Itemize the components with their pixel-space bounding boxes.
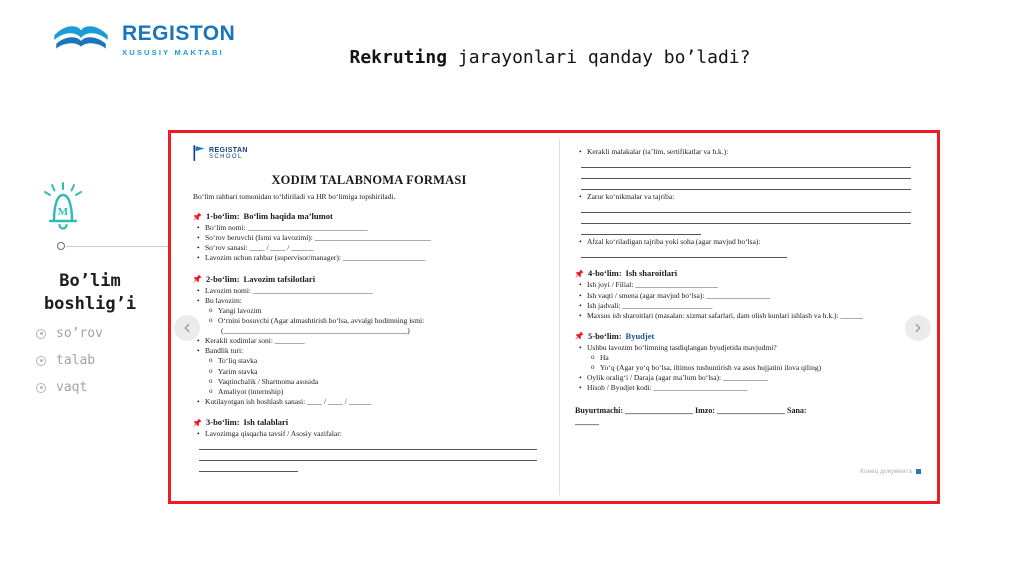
doc-title: XODIM TALABNOMA FORMASI [271, 173, 467, 187]
form-field [193, 296, 545, 337]
ring-bullet-icon [36, 356, 46, 366]
form-field: • Lavozim uchun rahbar (supervisor/manager): ______________________ [193, 253, 545, 263]
section-name: Ish sharoitlari [625, 268, 678, 279]
connector-line [66, 246, 168, 247]
question-list [575, 147, 919, 157]
signature-line: Buyurtmachi: _________________ Imzo: _________________ Sana: [575, 405, 807, 415]
form-field: • Kerakli xodimlar soni: ________ [193, 336, 545, 346]
ring-bullet-icon [36, 329, 46, 339]
sub-options [587, 353, 919, 373]
form-field: • Bo‘lim nomi: ________________________________ [193, 223, 545, 233]
form-field: • Oylik oralig‘i / Daraja (agar ma’lum bo‘lsa): ____________ [575, 373, 919, 383]
field-label: Ushbu lavozim bo‘limning tasdiqlangan byudjetida mavjudmi? [587, 342, 777, 352]
form-field: • Kutilayotgan ish boshlash sanasi: ____ / ____ / ______ [193, 397, 545, 407]
blank-line [581, 224, 701, 235]
section-3-header [193, 417, 545, 427]
section-2-header [193, 274, 545, 284]
chevron-left-icon: ‹ [183, 314, 191, 339]
sub-options [205, 356, 545, 397]
svg-text:M: M [57, 206, 69, 218]
page-divider [559, 139, 560, 495]
blank-line [581, 213, 911, 224]
section-2-fields [193, 286, 545, 408]
question-list [575, 192, 919, 202]
blank-line [199, 461, 298, 472]
slide-title-rest: jarayonlari qanday bo’ladi? [447, 47, 751, 68]
pushpin-icon [575, 331, 584, 340]
option: o O‘rnini bosuvchi (Agar almashtirish bo‘lsa, avvalgi hodimning ismi: [205, 316, 545, 326]
document-preview [168, 130, 940, 504]
form-field: • Ish joyi / Filial: ______________________ [575, 280, 919, 290]
left-panel-heading [8, 270, 172, 316]
form-field: • Ish vaqti / smena (agar mavjud bo‘lsa): _________________ [575, 291, 919, 301]
option: o Vaqtinchalik / Shartnoma asosida [205, 377, 545, 387]
signature-line-2: ______ [575, 416, 599, 426]
brand-tagline: XUSUSIY MAKTABI [122, 47, 224, 57]
form-field: • Lavozim nomi: ________________________________ [193, 286, 545, 296]
registon-book-icon [50, 20, 112, 60]
chevron-right-icon: › [914, 314, 922, 339]
option: o Yangi lavozim [205, 306, 545, 316]
blank-line [581, 247, 787, 258]
option: o Ha [587, 353, 919, 363]
section-5-fields [575, 343, 919, 394]
doc-left-column [193, 145, 545, 472]
list-item [36, 353, 103, 368]
option: o Yarim stavka [205, 367, 545, 377]
section-number: 3-bo‘lim: [206, 417, 240, 427]
section-number: 5-bo‘lim: [588, 330, 622, 341]
form-field: • Hisob / Byudjet kodi: _________________________ [575, 383, 919, 393]
blank-line [199, 439, 537, 450]
section-4-fields [575, 280, 919, 321]
section-name: Lavozim tafsilotlari [243, 273, 316, 284]
ring-bullet-icon [36, 383, 46, 393]
list-item-label: vaqt [56, 380, 88, 395]
list-item-label: so’rov [56, 326, 103, 341]
connector-dot [57, 242, 65, 250]
section-1-fields [193, 223, 545, 264]
section-number: 4-bo‘lim: [588, 268, 622, 279]
end-square-icon [916, 469, 921, 474]
heading-line2: boshlig’i [43, 293, 137, 314]
section-number: 2-bo‘lim: [206, 273, 240, 284]
section-1-header [193, 211, 545, 221]
form-field: • So‘rov sanasi: ____ / ____ / ______ [193, 243, 545, 253]
slide-title [250, 47, 850, 68]
form-field [575, 343, 919, 373]
blank-line [581, 202, 911, 213]
blank-entry: (_________________________________________________) [221, 326, 410, 335]
left-panel-list [36, 326, 103, 407]
form-field: • So‘rov beruvchi (Ismi va lavozimi): _______________________________ [193, 233, 545, 243]
pushpin-icon [193, 274, 202, 283]
section-5-header [575, 331, 919, 341]
doc-subtitle: Bo‘lim rahbari tomonidan to‘ldiriladi va HR bo‘limiga topshiriladi. [193, 192, 396, 201]
end-of-document-note [860, 468, 921, 475]
form-field [193, 346, 545, 397]
blank-line [581, 179, 911, 190]
blank-line [581, 157, 911, 168]
section-name: Byudjet [625, 330, 655, 341]
list-item-label: talab [56, 353, 96, 368]
section-4-header [575, 268, 919, 278]
field-label: Bu lavozim: [205, 295, 242, 305]
slide-title-keyword: Rekruting [349, 47, 448, 68]
form-field: • Kerakli malakalar (ta’lim, sertifikatlar va h.k.): [575, 147, 919, 157]
list-item [36, 380, 103, 395]
form-field: • Maxsus ish sharoitlari (masalan: xizmat safarlari, dam olish kunlari ishlash va h.k.): ______ [575, 311, 919, 321]
brand-name: REGISTON [122, 22, 236, 46]
question-list [575, 237, 919, 247]
doc-school-sub: SCHOOL [209, 153, 243, 160]
doc-flag-icon [193, 145, 205, 161]
blank-line [199, 450, 537, 461]
end-note-text: Конец документа [860, 468, 912, 475]
form-field: • Lavozimga qisqacha tavsif / Asosiy vazifalar: [193, 429, 545, 439]
registon-logo [50, 20, 235, 60]
list-item [36, 326, 103, 341]
section-name: Ish talablari [243, 417, 289, 427]
heading-line1: Bo’lim [59, 271, 121, 291]
section-3-fields [193, 429, 545, 439]
option: o Amaliyot (internship) [205, 387, 545, 397]
form-field: • Zarur ko‘nikmalar va tajriba: [575, 192, 919, 202]
sub-options [205, 306, 545, 336]
doc-right-column [575, 145, 919, 426]
option: o To‘liq stavka [205, 356, 545, 366]
pushpin-icon [193, 418, 202, 427]
section-name: Bo‘lim haqida ma’lumot [243, 211, 333, 221]
doc-school-logo [193, 145, 545, 161]
doc-school-name: REGISTAN [209, 146, 248, 154]
form-field: • Ish jadvali: ________________________ [575, 301, 919, 311]
pushpin-icon [575, 269, 584, 278]
field-label: Bandlik turi: [205, 346, 244, 356]
pushpin-icon [193, 212, 202, 221]
section-number: 1-bo‘lim: [206, 211, 240, 221]
form-field: • Afzal ko‘riladigan tajriba yoki soha (agar mavjud bo‘lsa): [575, 237, 919, 247]
option: o Yo‘q (Agar yo‘q bo‘lsa, iltimos tushuntirish va asos hujjatini ilova qiling) [587, 363, 919, 373]
blank-line [581, 168, 911, 179]
alarm-bell-icon [40, 180, 86, 239]
